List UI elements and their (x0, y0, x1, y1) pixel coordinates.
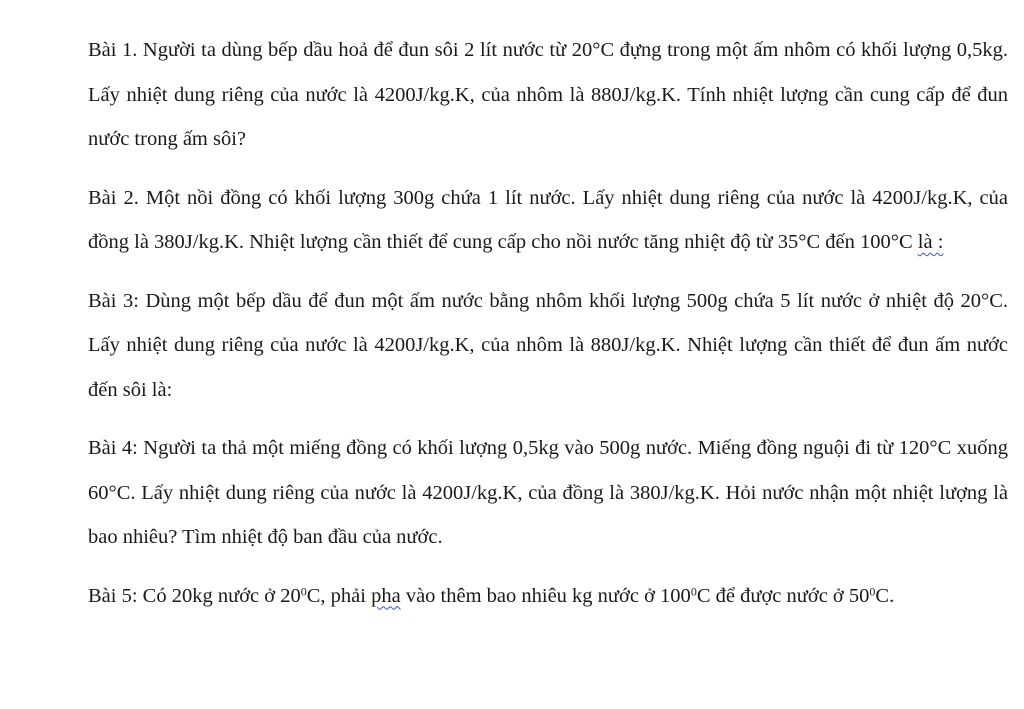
spellcheck-flagged-word[interactable]: là : (917, 231, 944, 253)
problem-5 (88, 574, 1008, 619)
problem-4-text: Bài 4: Người ta thả một miếng đồng có khối lượng 0,5kg vào 500g nước. Miếng đồng nguội đi từ 120°C xuống 60°C. Lấy nhiệt dung riêng của nước là 4200J/kg.K, của đồng là 380J/kg.K. Hỏi nước nhận một nhiệt lượng là bao nhiêu? Tìm nhiệt độ ban đầu của nước. (88, 437, 1008, 548)
problem-2 (88, 176, 1008, 265)
problem-2-text: Bài 2. Một nồi đồng có khối lượng 300g chứa 1 lít nước. Lấy nhiệt dung riêng của nước là 4200J/kg.K, của đồng là 380J/kg.K. Nhiệt lượng cần thiết để cung cấp cho nồi nước tăng nhiệt độ từ 35°C đến 100°C (88, 186, 1008, 253)
degree-superscript: 0 (300, 583, 307, 598)
problem-5-text-part-1: Bài 5: Có 20kg nước ở 20 (88, 584, 301, 607)
problem-5-text-part-3: vào thêm bao nhiêu kg nước ở 100 (400, 584, 691, 607)
problem-4 (88, 426, 1008, 560)
degree-superscript: 0 (869, 583, 876, 598)
problem-5-text-part-5: C. (875, 584, 895, 607)
problem-5-text-part-4: C để được nước ở 50 (696, 584, 870, 607)
problem-1-text: Bài 1. Người ta dùng bếp dầu hoả để đun sôi 2 lít nước từ 20°C đựng trong một ấm nhôm có khối lượng 0,5kg. Lấy nhiệt dung riêng của nước là 4200J/kg.K, của nhôm là 880J/kg.K. Tính nhiệt lượng cần cung cấp để đun nước trong ấm sôi? (88, 39, 1008, 150)
document-page (88, 28, 1008, 618)
problem-1 (88, 28, 1008, 162)
problem-3-text: Bài 3: Dùng một bếp dầu để đun một ấm nước bằng nhôm khối lượng 500g chứa 5 lít nước ở nhiệt độ 20°C. Lấy nhiệt dung riêng của nước là 4200J/kg.K, của nhôm là 880J/kg.K. Nhiệt lượng cần thiết để đun ấm nước đến sôi là: (88, 289, 1008, 401)
degree-superscript: 0 (690, 583, 697, 598)
spellcheck-flagged-word[interactable]: pha (371, 584, 401, 607)
problem-3 (88, 279, 1008, 413)
problem-5-text-part-2: C, phải (306, 584, 372, 607)
